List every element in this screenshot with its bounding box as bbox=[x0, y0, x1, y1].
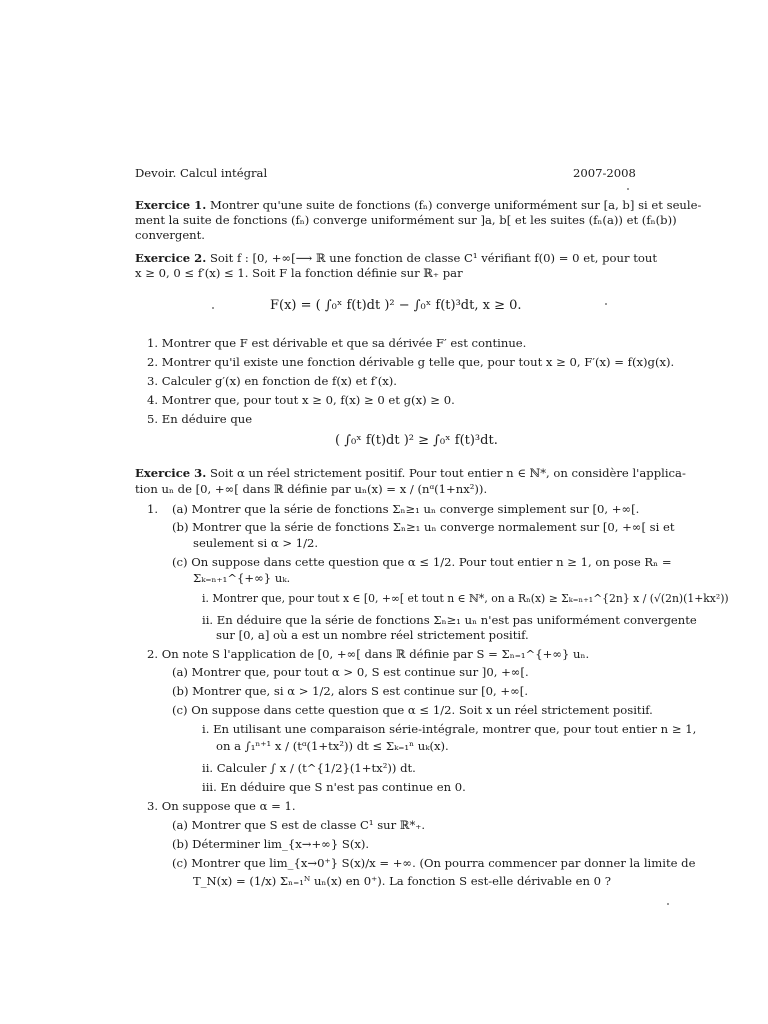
exercise-3-2c-i-line-2: on a ∫₁ⁿ⁺¹ x / (tᵅ(1+tx²)) dt ≤ Σₖ₌₁ⁿ uₖ(x). bbox=[216, 739, 449, 753]
exercise-3-text-1: Soit α un réel strictement positif. Pour tout entier n ∈ ℕ*, on considère l'applica- bbox=[209, 466, 686, 480]
exercise-3-1a: (a) Montrer que la série de fonctions Σₙ≥₁ uₙ converge simplement sur [0, +∞[. bbox=[172, 502, 640, 516]
exercise-3-3b: (b) Déterminer lim_{x→+∞} S(x). bbox=[172, 837, 370, 851]
scan-speck bbox=[605, 303, 607, 305]
exercise-1-label: Exercice 1. bbox=[135, 198, 207, 212]
scan-speck bbox=[667, 903, 669, 905]
exercise-3-1b-line-2: seulement si α > 1/2. bbox=[193, 536, 319, 550]
exercise-2-text-1: Soit f : [0, +∞[⟶ ℝ une fonction de classe C¹ vérifiant f(0) = 0 et, pour tout bbox=[209, 251, 657, 265]
exercise-3-1c-i: i. Montrer que, pour tout x ∈ [0, +∞[ et tout n ∈ ℕ*, on a Rₙ(x) ≥ Σₖ₌ₙ₊₁^{2n} x / (√(2n)(1+kx²)) bbox=[202, 592, 729, 605]
exercise-3-3c-line-2: T_N(x) = (1/x) Σₙ₌₁ᴺ uₙ(x) en 0⁺). La fonction S est-elle dérivable en 0 ? bbox=[193, 874, 611, 888]
exercise-3-1c-line-2: Σₖ₌ₙ₊₁^{+∞} uₖ. bbox=[193, 571, 291, 585]
exercise-3-1c-ii-line-1: ii. En déduire que la série de fonctions Σₙ≥₁ uₙ n'est pas uniformément convergente bbox=[202, 613, 697, 627]
scan-speck bbox=[627, 188, 629, 190]
scan-speck bbox=[212, 307, 214, 309]
exercise-1-line-1 bbox=[135, 198, 701, 212]
exercise-3-1c-ii-line-2: sur [0, a] où a est un nombre réel strictement positif. bbox=[216, 628, 529, 642]
exercise-1-line-3: convergent. bbox=[135, 228, 205, 242]
equation-inequality: ( ∫₀ˣ f(t)dt )² ≥ ∫₀ˣ f(t)³dt. bbox=[335, 433, 498, 448]
exercise-3-2c-ii: ii. Calculer ∫ x / (t^{1/2}(1+tx²)) dt. bbox=[202, 761, 416, 775]
exercise-1-line-2: ment la suite de fonctions (fₙ) converge uniformément sur ]a, b[ et les suites (fₙ(a)) et (fₙ(b)) bbox=[135, 213, 677, 227]
exercise-2-label: Exercice 2. bbox=[135, 251, 207, 265]
exercise-2-question-4: 4. Montrer que, pour tout x ≥ 0, f(x) ≥ 0 et g(x) ≥ 0. bbox=[147, 393, 455, 407]
exercise-2-question-2: 2. Montrer qu'il existe une fonction dérivable g telle que, pour tout x ≥ 0, F′(x) = f(x)g(x). bbox=[147, 355, 675, 369]
exercise-2-question-1: 1. Montrer que F est dérivable et que sa dérivée F′ est continue. bbox=[147, 336, 527, 350]
exercise-2-line-1 bbox=[135, 251, 657, 265]
exercise-3-label: Exercice 3. bbox=[135, 466, 207, 480]
exercise-3-1c-line-1: (c) On suppose dans cette question que α ≤ 1/2. Pour tout entier n ≥ 1, on pose Rₙ = bbox=[172, 555, 672, 569]
exercise-1-text-1: Montrer qu'une suite de fonctions (fₙ) converge uniformément sur [a, b] si et seule- bbox=[209, 198, 702, 212]
exercise-3-2b: (b) Montrer que, si α > 1/2, alors S est continue sur [0, +∞[. bbox=[172, 684, 529, 698]
exercise-3-part-2: 2. On note S l'application de [0, +∞[ dans ℝ définie par S = Σₙ₌₁^{+∞} uₙ. bbox=[147, 647, 590, 661]
exercise-3-3c-line-1: (c) Montrer que lim_{x→0⁺} S(x)/x = +∞. (On pourra commencer par donner la limite de bbox=[172, 856, 696, 870]
equation-F-definition: F(x) = ( ∫₀ˣ f(t)dt )² − ∫₀ˣ f(t)³dt, x ≥ 0. bbox=[270, 298, 522, 313]
exercise-3-2c-iii: iii. En déduire que S n'est pas continue en 0. bbox=[202, 780, 466, 794]
exercise-3-1b-line-1: (b) Montrer que la série de fonctions Σₙ≥₁ uₙ converge normalement sur [0, +∞[ si et bbox=[172, 520, 675, 534]
exercise-2-question-5: 5. En déduire que bbox=[147, 412, 253, 426]
exercise-3-3a: (a) Montrer que S est de classe C¹ sur ℝ*₊. bbox=[172, 818, 426, 832]
exercise-3-line-2: tion uₙ de [0, +∞[ dans ℝ définie par uₙ(x) = x / (nᵅ(1+nx²)). bbox=[135, 482, 488, 496]
exercise-2-question-3: 3. Calculer g′(x) en fonction de f(x) et f′(x). bbox=[147, 374, 397, 388]
exercise-3-part-3: 3. On suppose que α = 1. bbox=[147, 799, 296, 813]
exercise-2-line-2: x ≥ 0, 0 ≤ f′(x) ≤ 1. Soit F la fonction définie sur ℝ₊ par bbox=[135, 266, 463, 280]
exercise-3-part-1-number: 1. bbox=[147, 502, 159, 516]
document-title: Devoir. Calcul intégral bbox=[135, 166, 268, 180]
exercise-3-line-1 bbox=[135, 466, 686, 480]
exercise-3-2c: (c) On suppose dans cette question que α ≤ 1/2. Soit x un réel strictement positif. bbox=[172, 703, 653, 717]
school-year: 2007-2008 bbox=[573, 166, 636, 180]
exercise-3-2a: (a) Montrer que, pour tout α > 0, S est continue sur ]0, +∞[. bbox=[172, 665, 529, 679]
exercise-3-2c-i-line-1: i. En utilisant une comparaison série-intégrale, montrer que, pour tout entier n ≥ 1, bbox=[202, 722, 697, 736]
